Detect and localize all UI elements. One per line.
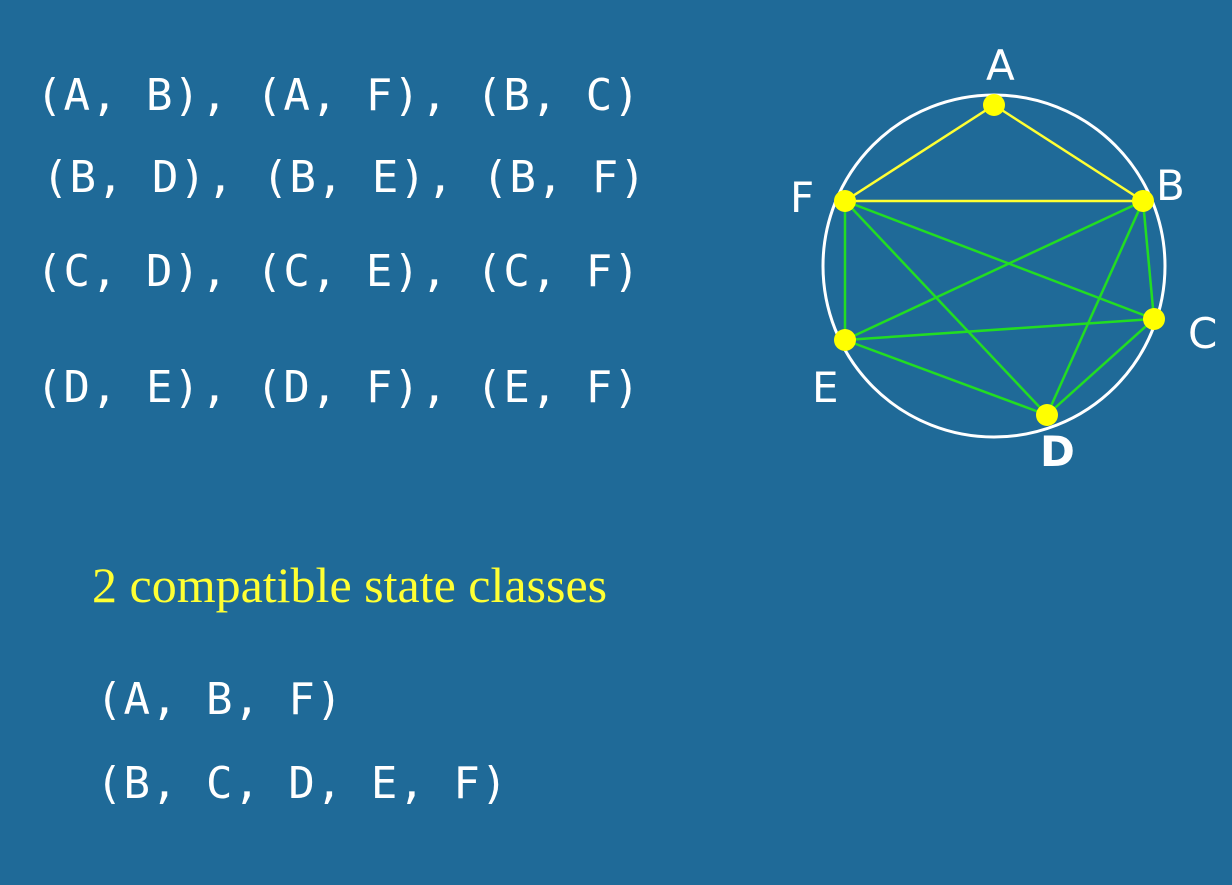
node-label-e: E [812,363,839,412]
green-edge-bc [1143,201,1154,319]
green-edge-ce [845,319,1154,340]
node-label-f: F [790,173,815,222]
node-label-d: D [1040,427,1075,476]
green-edge-be [845,201,1143,340]
node-d [1036,404,1058,426]
pair-row-2: (B, D), (B, E), (B, F) [42,152,647,203]
graph-edges [845,105,1154,415]
node-label-c: C [1188,309,1218,358]
compatible-classes-heading: 2 compatible state classes [92,557,608,613]
pair-row-3: (C, D), (C, E), (C, F) [36,246,641,297]
pair-row-1: (A, B), (A, F), (B, C) [36,70,641,121]
pair-row-4: (D, E), (D, F), (E, F) [36,362,641,413]
node-f [834,190,856,212]
class-1: (A, B, F) [96,674,344,725]
node-label-b: B [1156,161,1185,210]
node-label-a: A [986,41,1015,90]
green-edge-df [845,201,1047,415]
green-edge-de [845,340,1047,415]
node-b [1132,190,1154,212]
node-c [1143,308,1165,330]
node-a [983,94,1005,116]
node-e [834,329,856,351]
class-2: (B, C, D, E, F) [96,758,509,809]
